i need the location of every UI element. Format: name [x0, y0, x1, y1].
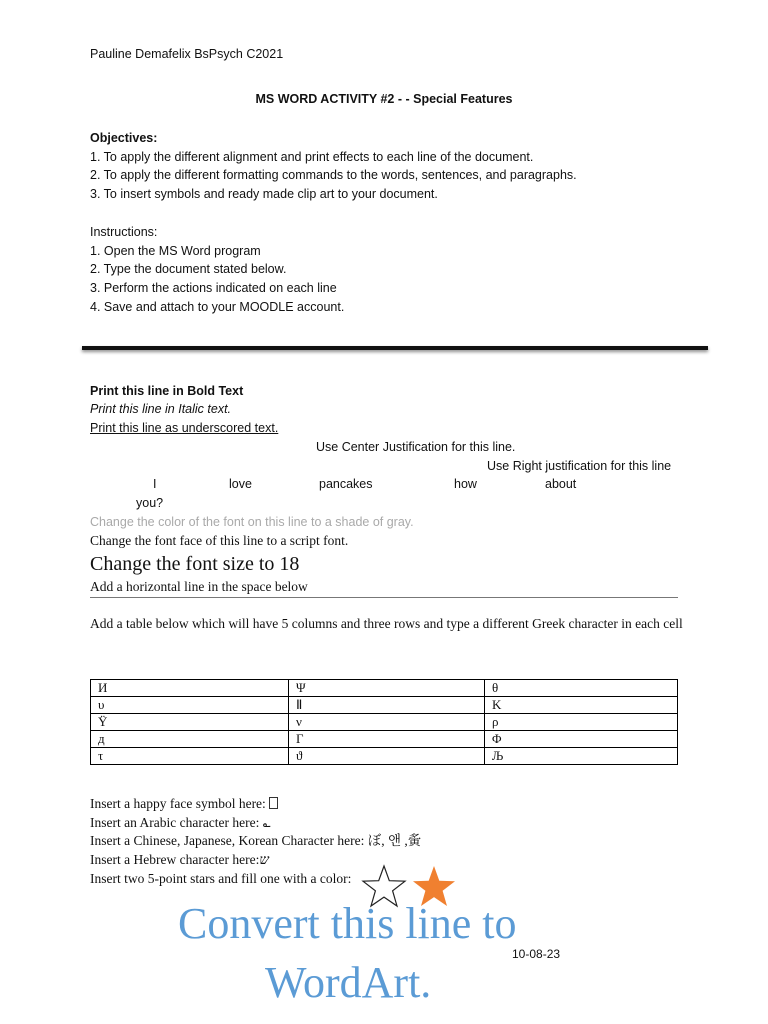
table-instruction: Add a table below which will have 5 columns and three rows and type a different Greek character in each cell [90, 616, 683, 631]
table-cell: θ [485, 680, 678, 697]
table-cell: Κ [485, 697, 678, 714]
table-row [91, 680, 678, 697]
arabic-label: Insert an Arabic character here: [90, 814, 263, 830]
wordart-line-2: WordArt. [265, 958, 432, 1007]
justified-word: you? [136, 496, 164, 510]
author-line: Pauline Demafelix BsPsych C2021 [90, 47, 284, 61]
hebrew-label: Insert a Hebrew character here: [90, 852, 260, 868]
horizontal-line [90, 597, 678, 598]
table-cell: ρ [485, 714, 678, 731]
table-cell: τ [91, 748, 289, 765]
table-cell: Ⅱ [289, 697, 485, 714]
objective-item: 2. To apply the different formatting commands to the words, sentences, and paragraphs. [90, 168, 577, 183]
table-cell: Ÿ [91, 714, 289, 731]
table-cell: д [91, 731, 289, 748]
cjk-line [90, 832, 421, 851]
bold-line: Print this line in Bold Text [90, 384, 244, 398]
font-size-18-line: Change the font size to 18 [90, 553, 300, 575]
table-cell: υ [91, 697, 289, 714]
justified-word: how [454, 477, 477, 491]
cjk-label: Insert a Chinese, Japanese, Korean Character here: [90, 833, 368, 849]
table-row [91, 731, 678, 748]
justified-word: about [545, 477, 577, 491]
right-justified-line: Use Right justification for this line [487, 459, 672, 473]
center-justified-line: Use Center Justification for this line. [316, 440, 516, 454]
justified-word: I [153, 477, 157, 491]
objectives-heading: Objectives: [90, 131, 158, 145]
table-cell: Ψ [289, 680, 485, 697]
happy-face-line [90, 795, 421, 814]
table-row [91, 714, 678, 731]
horizontal-line-label: Add a horizontal line in the space below [90, 579, 308, 594]
justified-word: love [229, 477, 252, 491]
arabic-character: ؎ [262, 814, 271, 830]
stars-line: Insert two 5-point stars and fill one with a color: [90, 870, 352, 886]
table-row [91, 748, 678, 765]
justified-word: pancakes [319, 477, 373, 491]
greek-character-table [90, 679, 678, 765]
table-cell: И [91, 680, 289, 697]
document-title: MS WORD ACTIVITY #2 - - Special Features [255, 92, 513, 106]
table-row [91, 697, 678, 714]
table-cell: Γ [289, 731, 485, 748]
objective-item: 1. To apply the different alignment and print effects to each line of the document. [90, 149, 534, 164]
instruction-item: 4. Save and attach to your MOODLE account. [90, 299, 345, 314]
table-cell: ϑ [289, 748, 485, 765]
table-cell: ν [289, 714, 485, 731]
table-cell: Φ [485, 731, 678, 748]
cjk-characters: ぼ, 앤 ,夤 [367, 833, 422, 849]
date-stamp: 10-08-23 [512, 947, 561, 961]
instruction-item: 1. Open the MS Word program [90, 243, 261, 258]
wordart-line-1: Convert this line to [178, 899, 517, 948]
instructions-heading: Instructions: [90, 225, 158, 239]
instruction-item: 3. Perform the actions indicated on each line [90, 281, 337, 296]
script-font-line: Change the font face of this line to a script font. [90, 533, 349, 548]
missing-glyph-icon [269, 797, 278, 809]
hebrew-character: ש [259, 852, 269, 868]
underline-line: Print this line as underscored text. [90, 421, 279, 435]
arabic-line [90, 814, 421, 833]
table-cell: Љ [485, 748, 678, 765]
objectives-section [90, 129, 577, 204]
objective-item: 3. To insert symbols and ready made clip art to your document. [90, 187, 438, 202]
happy-face-label: Insert a happy face symbol here: [90, 796, 266, 811]
instruction-item: 2. Type the document stated below. [90, 262, 287, 277]
instructions-section [90, 223, 344, 317]
section-divider [82, 346, 708, 350]
italic-line: Print this line in Italic text. [90, 402, 232, 416]
gray-text-line: Change the color of the font on this line to a shade of gray. [90, 515, 414, 529]
